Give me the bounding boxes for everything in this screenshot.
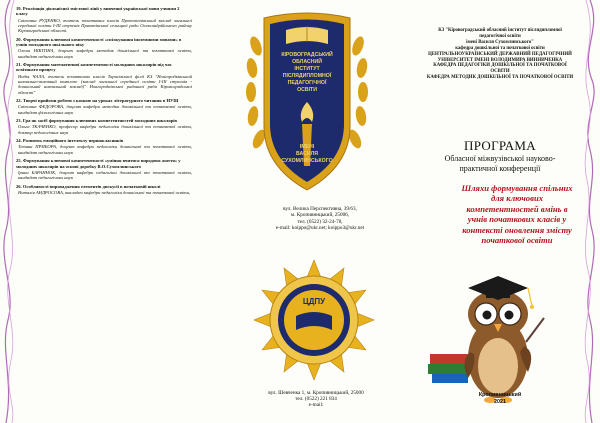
- city-year: [466, 392, 534, 406]
- right-panel: [400, 0, 600, 423]
- header-line: педагогічної освіти: [479, 33, 521, 39]
- year: 2021: [494, 398, 506, 405]
- item-author: Наталія АНДРОСОВА, викладач кафедри педагогіки дошкільної та початкової освіти,: [18, 189, 191, 195]
- email-line: e-mail: koippo@ukr.net; koippo3@ukr.net: [275, 225, 365, 232]
- item-title: 23. Гра як засіб формування ключових компетентностей молодших школярів: [16, 118, 178, 124]
- header-line: імені Василя Сухомлинського": [466, 39, 534, 45]
- program-item: [16, 98, 192, 115]
- phone-line: тел. (0522) 221 834: [295, 396, 337, 403]
- topic-line: Шляхи формування спільних: [461, 183, 573, 193]
- left-panel: [0, 0, 200, 423]
- subtitle-line: Обласної міжвузівської науково-: [444, 154, 556, 163]
- university-emblem-label: ЦДПУ: [302, 297, 326, 306]
- svg-text:ІНСТИТУТ: ІНСТИТУТ: [294, 66, 320, 72]
- item-author: Надія ЧАЛА, вчитель початкових класів Тарасівської філії КЗ "Новгородківський навчально-виховний комплекс (заклад загальної середньої освіти І-ІІІ ступенів - дошкільний навчальний заклад)" Новгородківської районної ради Кіровоградської області": [18, 73, 192, 95]
- item-title: 25. Формування ключової компетентності «уміння вчитися впродовж життя» у молодших школярів на основі доробку В.О.Сухомлинського: [16, 158, 181, 169]
- header-line: ОСВІТИ: [490, 69, 510, 75]
- program-subtitle: [420, 154, 580, 174]
- item-author: Тетяна ПРИБОРА, доцент кафедри педагогіки дошкільної та початкової освіти, кандидат педагогічних наук: [18, 144, 192, 155]
- item-author: Ольга ТКАЧЕНКО, професор кафедри педагогіки дошкільної та початкової освіти, доктор педагогічних наук: [18, 124, 192, 135]
- svg-text:ВАСИЛЯ: ВАСИЛЯ: [296, 151, 318, 157]
- item-title: 20. Формування ключової компетентності «спілкування іноземними мовами» в учнів молодшого шкільного віку: [16, 36, 182, 47]
- city-name: Кропивницький: [478, 392, 522, 398]
- program-item: [16, 6, 192, 33]
- program-item: [16, 138, 192, 155]
- email-line: e-mail:: [308, 402, 324, 409]
- address-line: вул. Велика Перспективна, 39/63,: [283, 206, 357, 212]
- subtitle-line: практичної конференції: [459, 164, 541, 173]
- topic-line: учнів початкових класів у: [467, 214, 567, 225]
- program-item: [16, 118, 192, 135]
- program-item: [16, 184, 192, 196]
- university-emblem: [252, 258, 376, 382]
- address-line: м. Кропивницький, 25006,: [290, 212, 350, 219]
- header-line: КЗ "Кіровоградський обласний інститут післядипломної: [438, 28, 562, 33]
- item-title: 24. Розвиток емоційного інтелекту першокласників: [16, 138, 124, 144]
- item-author: Світлана РУДЕНКО, вчитель початкових класів Протопопівський заклад загальної середньої освіти І-ІІІ ступенів Приютівської селищної ради Олександрійського району Кіровоградської області.: [18, 17, 192, 34]
- item-author: Ірина БАРАННОК, доцент кафедри педагогіки дошкільної та початкової освіти, кандидат педагогічних наук: [18, 169, 192, 181]
- address-line: вул. Шевченка 1, м. Кропивницький, 25000: [268, 390, 364, 396]
- topic-line: компетентностей вмінь в: [466, 203, 568, 214]
- program-item: [16, 62, 192, 95]
- svg-text:ПІСЛЯДИПЛОМНОЇ: ПІСЛЯДИПЛОМНОЇ: [282, 73, 332, 79]
- topic-line: контексті оновлення змісту: [462, 224, 572, 235]
- header-line: КАФЕДРА ПЕДАГОГІКИ ДОШКІЛЬНОЇ ТА ПОЧАТКОВОЇ: [433, 63, 567, 69]
- item-title: 21. Формування математичної компетентності молодших школярів під час освітнього процесу: [16, 62, 172, 73]
- svg-text:ПЕДАГОГІЧНОЇ: ПЕДАГОГІЧНОЇ: [287, 80, 327, 86]
- svg-text:СУХОМЛИНСЬКОГО: СУХОМЛИНСЬКОГО: [281, 158, 333, 164]
- header-line: кафедра дошкільної та початкової освіти: [455, 45, 545, 51]
- header-line: УНІВЕРСИТЕТ ІМЕНІ ВОЛОДИМИРА ВИННИЧЕНКА: [437, 57, 563, 63]
- item-title: 22. Творчі прийоми роботи з казкою на уроках літературного читання в НУШ: [16, 98, 179, 104]
- owl-illustration: [428, 262, 548, 412]
- university-address: [232, 390, 400, 409]
- program-title: ПРОГРАМА: [464, 138, 536, 153]
- svg-text:КІРОВОГРАДСЬКИЙ: КІРОВОГРАДСЬКИЙ: [281, 52, 333, 58]
- phone-line: тел. (0522) 32-24-78,: [297, 218, 343, 225]
- item-author: Світлана ФЕДОРОВА, доцент кафедри методик дошкільної та початкової освіти, кандидат філологічних наук: [18, 104, 192, 115]
- header-line: ЦЕНТРАЛЬНОУКРАЇНСЬКИЙ ДЕРЖАВНИЙ ПЕДАГОГІЧНИЙ: [428, 51, 572, 57]
- svg-text:ОБЛАСНИЙ: ОБЛАСНИЙ: [292, 59, 322, 65]
- item-title: 26. Особливості впровадження елементів дискусії в початковій школі: [16, 183, 161, 189]
- svg-text:ІМЕНІ: ІМЕНІ: [299, 144, 315, 150]
- header-line: КАФЕДРА МЕТОДИК ДОШКІЛЬНОЇ ТА ПОЧАТКОВОЇ ОСВІТИ: [426, 75, 574, 81]
- item-author: Олена НІКІТІНА, доцент кафедри методик дошкільної та початкової освіти, кандидат педагогічних наук: [18, 48, 192, 59]
- institute-emblem: [242, 6, 372, 196]
- program-list: [16, 6, 192, 198]
- svg-text:ОСВІТИ: ОСВІТИ: [297, 87, 317, 93]
- program-item: [16, 37, 192, 59]
- institute-address: [240, 206, 400, 232]
- conference-topic: [440, 183, 594, 245]
- topic-line: початкової освіти: [481, 235, 553, 246]
- item-title: 19. Реалізація діяльнісної змістової лінії у вивченні української мови учнями 2 класу: [16, 6, 180, 17]
- program-item: [16, 158, 192, 180]
- middle-panel: [200, 0, 400, 423]
- topic-line: для ключових: [490, 193, 544, 204]
- organizers-header: [404, 28, 596, 81]
- swirl-decoration-right: [578, 0, 600, 423]
